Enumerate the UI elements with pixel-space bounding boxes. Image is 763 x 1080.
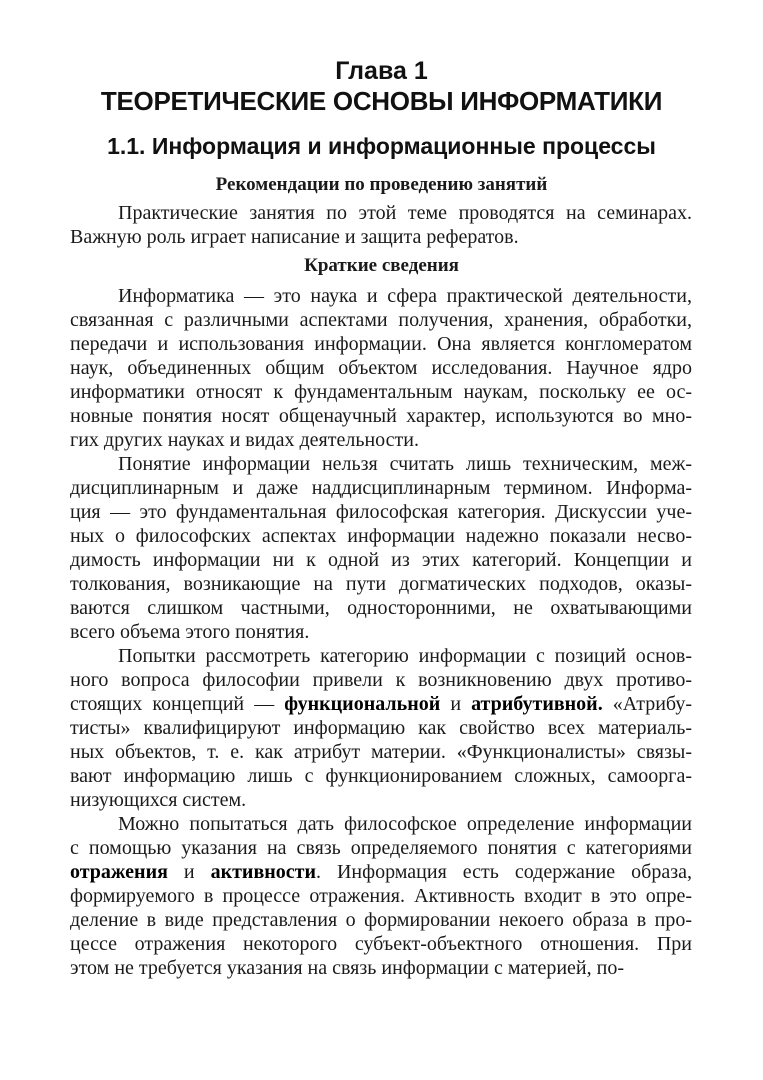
text-line — [70, 668, 692, 692]
text-run: информатики относят к фундаментальным наукам, поскольку ее ос- — [70, 381, 692, 403]
text-line — [70, 452, 692, 476]
text-line — [70, 356, 692, 380]
text-line — [70, 500, 692, 524]
text-run: димость информации ни к одной из этих категорий. Концепции и — [70, 549, 692, 571]
text-run: ного вопроса философии привели к возникновению двух противо- — [70, 669, 692, 691]
text-run: цессе отражения некоторого субъект-объектного отношения. При — [70, 933, 692, 955]
bold-term: активности — [210, 861, 316, 883]
paragraph — [70, 812, 692, 980]
text-run: Практические занятия по этой теме проводятся на семинарах. — [118, 202, 692, 224]
chapter-number: Глава 1 — [335, 57, 428, 85]
text-line — [70, 764, 692, 788]
text-run: «Атрибу- — [602, 693, 692, 715]
subheading-recommendations: Рекомендации по проведению занятий — [215, 174, 548, 195]
text-run: толкования, возникающие на пути догматических подходов, оказы- — [70, 573, 692, 595]
text-line — [70, 596, 692, 620]
text-line — [70, 692, 692, 716]
intro-paragraph — [70, 201, 692, 249]
text-line — [70, 284, 692, 308]
text-line — [70, 404, 692, 428]
text-line — [70, 380, 692, 404]
text-line — [70, 644, 692, 668]
text-run: этом не требуется указания на связь информации с материей, по- — [70, 957, 624, 979]
bold-term: атрибутивной. — [471, 693, 603, 715]
text-line — [70, 908, 692, 932]
text-line — [70, 956, 692, 980]
text-run: новные понятия носят общенаучный характер, используются во мно- — [70, 405, 692, 427]
text-line — [70, 332, 692, 356]
text-run: деление в виде представления о формировании некоего образа в про- — [70, 909, 692, 931]
text-line — [70, 788, 692, 812]
paragraph — [70, 452, 692, 644]
text-run: ных объектов, т. е. как атрибут материи. «Функционалисты» связы- — [70, 741, 692, 763]
text-line — [70, 836, 692, 860]
text-run: ваются слишком частными, односторонними, не охватывающими — [70, 597, 692, 619]
section-title: 1.1. Информация и информационные процессы — [107, 133, 656, 159]
text-line — [70, 860, 692, 884]
text-run: низующихся систем. — [70, 789, 247, 811]
text-run: Важную роль играет написание и защита рефератов. — [70, 226, 519, 248]
text-run: с помощью указания на связь определяемого понятия с категориями — [70, 837, 692, 859]
text-line — [70, 548, 692, 572]
text-line — [70, 572, 692, 596]
text-run: . Информация есть содержание образа, — [316, 861, 692, 883]
text-run: и — [167, 861, 211, 883]
text-run: вают информацию лишь с функционированием сложных, самоорга- — [70, 765, 692, 787]
text-run: формируемого в процессе отражения. Активность входит в это опре- — [70, 885, 692, 907]
text-line — [70, 812, 692, 836]
text-line — [70, 716, 692, 740]
text-run: ция — это фундаментальная философская категория. Дискуссии уче- — [70, 501, 692, 523]
text-line — [70, 884, 692, 908]
text-run: дисциплинарным и даже наддисциплинарным термином. Информа- — [70, 477, 692, 499]
text-line — [70, 308, 692, 332]
text-run: всего объема этого понятия. — [70, 621, 310, 643]
text-line — [70, 476, 692, 500]
text-run: Можно попытаться дать философское определение информации — [118, 813, 692, 835]
text-run: Понятие информации нельзя считать лишь техническим, меж- — [118, 453, 692, 475]
paragraph — [70, 284, 692, 452]
text-line — [70, 932, 692, 956]
text-line — [70, 620, 692, 644]
text-line — [70, 201, 692, 225]
text-line — [70, 225, 692, 249]
text-run: гих других науках и видах деятельности. — [70, 429, 419, 451]
text-run: ных о философских аспектах информации надежно показали несво- — [70, 525, 692, 547]
text-run: стоящих концепций — — [70, 693, 285, 715]
text-line — [70, 740, 692, 764]
text-line — [70, 428, 692, 452]
chapter-title: ТЕОРЕТИЧЕСКИЕ ОСНОВЫ ИНФОРМАТИКИ — [100, 86, 663, 116]
text-line — [70, 524, 692, 548]
text-run: наук, объединенных общим объектом исследования. Научное ядро — [70, 357, 692, 379]
body-text — [70, 284, 692, 980]
text-run: тисты» квалифицируют информацию как свойство всех материаль- — [70, 717, 692, 739]
paragraph — [70, 644, 692, 812]
text-run: передачи и использования информации. Она является конгломератом — [70, 333, 692, 355]
subheading-summary: Краткие сведения — [304, 255, 459, 276]
bold-term: отражения — [70, 861, 168, 883]
text-run: связанная с различными аспектами получения, хранения, обработки, — [70, 309, 692, 331]
bold-term: функциональной — [284, 693, 441, 715]
text-run: Информатика — это наука и сфера практической деятельности, — [118, 285, 692, 307]
text-run: и — [440, 693, 472, 715]
text-run: Попытки рассмотреть категорию информации с позиций основ- — [118, 645, 692, 667]
